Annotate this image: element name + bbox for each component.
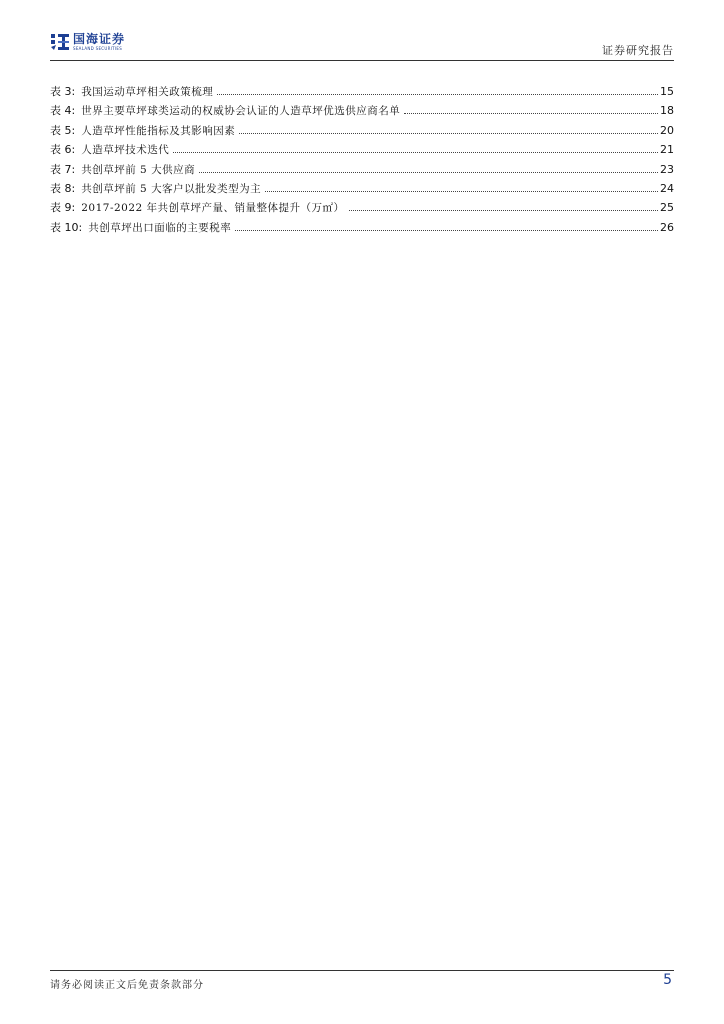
toc-dot-leader (217, 94, 658, 95)
toc-entry-number (50, 102, 75, 118)
toc-entry-label: 表 (50, 123, 61, 137)
toc-entry[interactable] (50, 199, 674, 218)
toc-entry-page: 23 (660, 162, 674, 176)
toc-entry-index: 9: (64, 201, 76, 215)
report-type-label: 证券研究报告 (602, 44, 674, 57)
logo-chinese-name: 国海证券 (73, 32, 126, 46)
toc-entry-index: 5: (64, 123, 76, 137)
toc-entry-number (50, 122, 75, 138)
header-divider (50, 60, 674, 61)
toc-entry-page: 26 (660, 220, 674, 234)
sealand-logo-icon (50, 32, 70, 52)
toc-entry-title: 世界主要草坪球类运动的权威协会认证的人造草坪优选供应商名单 (81, 105, 401, 118)
toc-entry-page: 25 (660, 201, 674, 215)
toc-dot-leader (173, 152, 658, 153)
toc-entry-number (50, 219, 82, 235)
toc-entry-page: 21 (660, 143, 674, 157)
page-number: 5 (663, 972, 672, 988)
toc-entry[interactable] (50, 180, 674, 199)
toc-entry-title: 共创草坪出口面临的主要税率 (88, 221, 232, 234)
toc-dot-leader (265, 191, 658, 192)
toc-entry-number (50, 141, 75, 157)
toc-entry[interactable] (50, 122, 674, 141)
toc-entry-label: 表 (50, 85, 61, 98)
toc-entry-page: 24 (660, 181, 674, 195)
company-logo (50, 32, 125, 52)
toc-entry-label: 表 (50, 143, 61, 157)
toc-entry-index: 8: (64, 181, 76, 195)
toc-entry-title: 我国运动草坪相关政策梳理 (81, 86, 214, 98)
toc-entry-page: 18 (660, 104, 674, 118)
toc-entry-label: 表 (50, 220, 61, 234)
toc-entry-page: 20 (660, 123, 674, 137)
toc-entry-number (50, 199, 75, 215)
toc-entry-label: 表 (50, 181, 61, 195)
toc-entry[interactable] (50, 83, 674, 102)
toc-entry-index: 6: (64, 143, 76, 157)
toc-entry-number (50, 180, 75, 196)
toc-entry-page: 15 (660, 85, 674, 98)
toc-entry-index: 10: (64, 220, 83, 234)
toc-dot-leader (199, 172, 658, 173)
toc-entry-number (50, 83, 75, 99)
toc-dot-leader (404, 113, 658, 114)
toc-dot-leader (235, 230, 658, 231)
toc-dot-leader (349, 210, 658, 211)
toc-entry-index: 7: (64, 162, 76, 176)
toc-entry-title: 共创草坪前 5 大客户以批发类型为主 (81, 182, 262, 195)
toc-entry-label: 表 (50, 162, 61, 176)
toc-entry-index: 4: (64, 104, 76, 118)
toc-entry-label: 表 (50, 104, 61, 118)
logo-english-name: SEALAND SECURITIES (73, 46, 123, 51)
toc-entry[interactable] (50, 161, 674, 180)
toc-entry-number (50, 161, 75, 177)
toc-entry[interactable] (50, 141, 674, 160)
toc-dot-leader (239, 133, 658, 134)
toc-entry[interactable] (50, 219, 674, 238)
toc-entry-title: 人造草坪技术迭代 (81, 144, 170, 157)
page-header (50, 30, 674, 58)
toc-entry[interactable] (50, 102, 674, 121)
toc-entry-title: 2017-2022 年共创草坪产量、销量整体提升（万㎡） (81, 202, 345, 215)
toc-entry-index: 3: (64, 85, 76, 98)
toc-entry-title: 人造草坪性能指标及其影响因素 (81, 124, 236, 137)
footer-divider (50, 970, 674, 971)
table-of-contents (50, 83, 674, 238)
toc-entry-title: 共创草坪前 5 大供应商 (81, 163, 196, 176)
footer-disclaimer: 请务必阅读正文后免责条款部分 (50, 980, 204, 991)
toc-entry-label: 表 (50, 201, 61, 215)
